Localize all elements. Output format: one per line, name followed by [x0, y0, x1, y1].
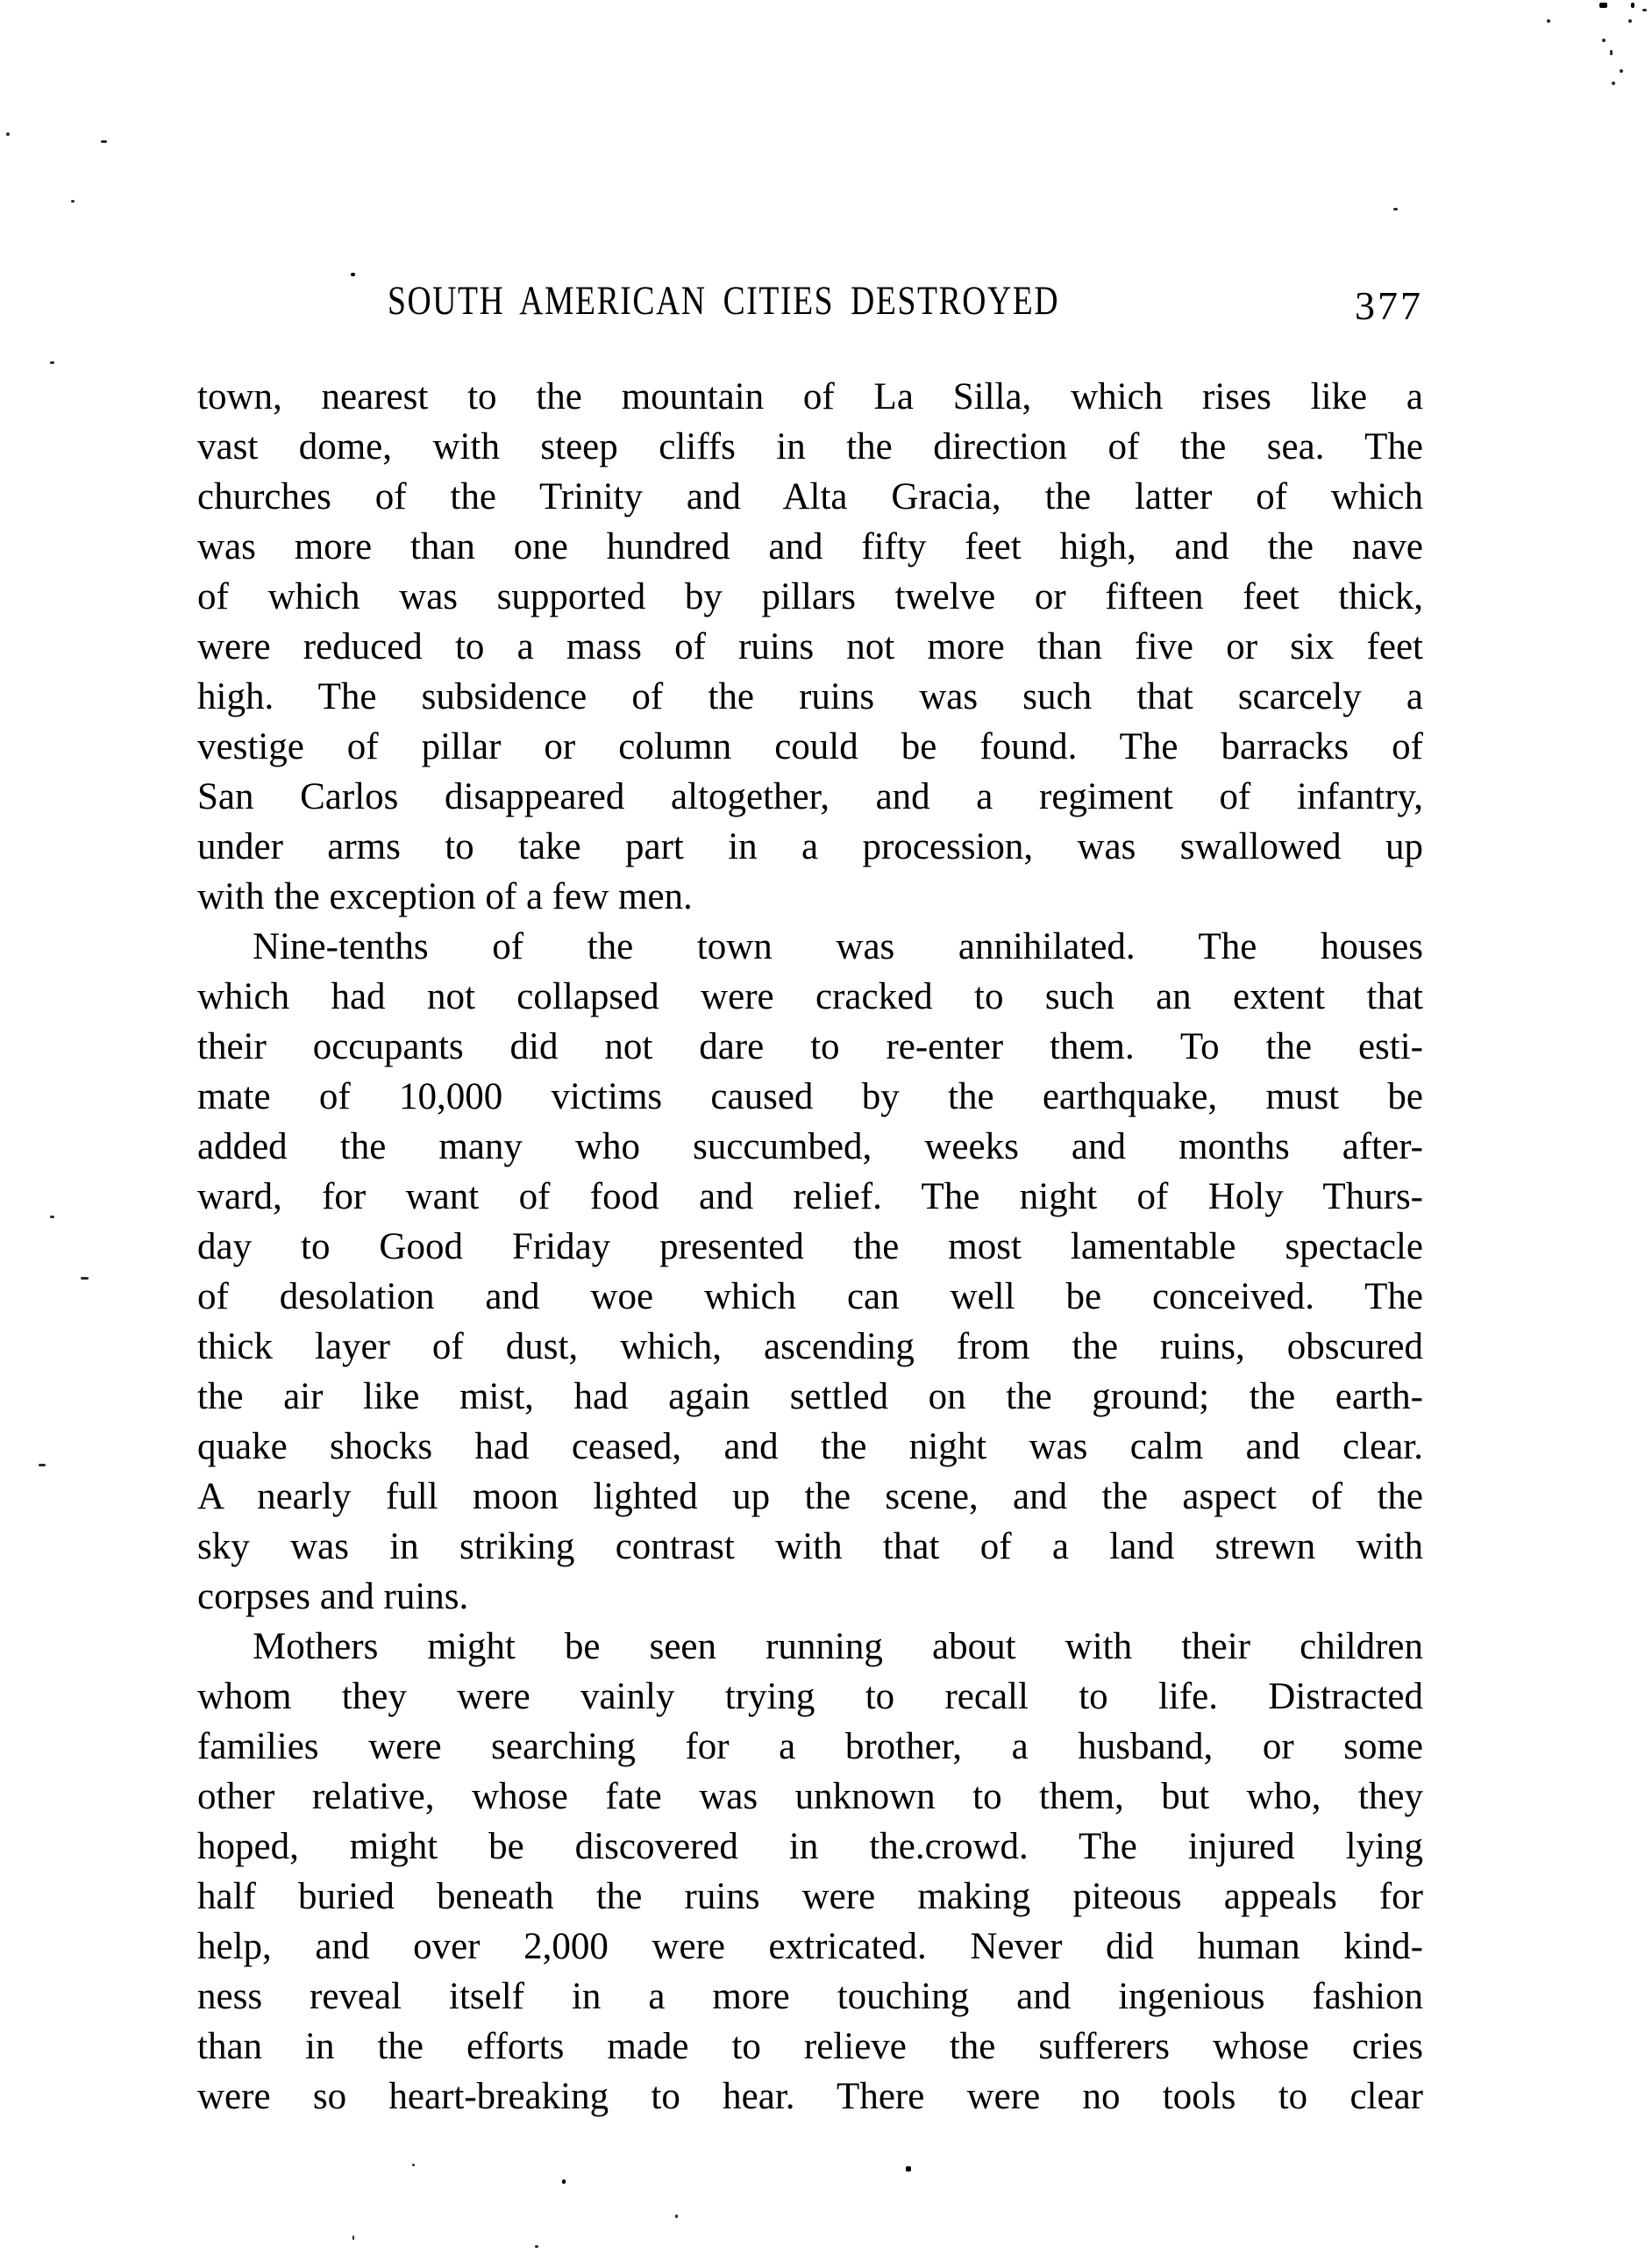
scan-speck: [50, 361, 54, 364]
paragraph: [197, 1622, 1423, 2122]
text-line: high. The subsidence of the ruins was such that scarcely a: [197, 676, 1423, 717]
text-line: thick layer of dust, which, ascending from the ruins, obscured: [197, 1326, 1423, 1367]
text-line: quake shocks had ceased, and the night was calm and clear.: [197, 1426, 1423, 1467]
scan-speck: [535, 2245, 538, 2248]
scan-speck: [39, 1464, 46, 1466]
text-line: which had not collapsed were cracked to such an extent that: [197, 976, 1423, 1017]
text-line: Nine-tenths of the town was annihilated. The houses: [253, 926, 1423, 967]
scan-speck: [906, 2166, 911, 2172]
text-line: ward, for want of food and relief. The night of Holy Thurs-: [197, 1176, 1423, 1217]
text-line: San Carlos disappeared altogether, and a regiment of infantry,: [197, 776, 1423, 817]
text-line: town, nearest to the mountain of La Silla, which rises like a: [197, 376, 1423, 417]
paragraph: [197, 922, 1423, 1622]
text-line: of desolation and woe which can well be conceived. The: [197, 1276, 1423, 1317]
scan-speck: [1393, 208, 1398, 210]
text-line: families were searching for a brother, a husband, or some: [197, 1726, 1423, 1767]
scan-speck: [1620, 69, 1623, 73]
text-line: vestige of pillar or column could be found. The barracks of: [197, 726, 1423, 767]
scan-speck: [101, 140, 107, 143]
text-line: under arms to take part in a procession, was swallowed up: [197, 826, 1423, 867]
scan-speck: [562, 2179, 566, 2184]
text-line: Mothers might be seen running about with their children: [253, 1626, 1423, 1667]
text-line: churches of the Trinity and Alta Gracia, the latter of which: [197, 476, 1423, 517]
text-line: their occupants did not dare to re-enter them. To the esti-: [197, 1026, 1423, 1067]
scan-speck: [352, 2236, 354, 2240]
text-line: vast dome, with steep cliffs in the direction of the sea. The: [197, 426, 1423, 467]
text-line: hoped, might be discovered in the.crowd. The injured lying: [197, 1826, 1423, 1867]
scan-speck: [412, 2164, 415, 2166]
text-line: half buried beneath the ruins were making piteous appeals for: [197, 1876, 1423, 1917]
text-line: with the exception of a few men.: [197, 876, 693, 917]
text-line: of which was supported by pillars twelve or fifteen feet thick,: [197, 576, 1423, 617]
scan-speck: [71, 200, 75, 203]
text-line: added the many who succumbed, weeks and months after-: [197, 1126, 1423, 1167]
text-line: sky was in striking contrast with that of a land strewn with: [197, 1526, 1423, 1567]
text-line: help, and over 2,000 were extricated. Never did human kind-: [197, 1926, 1423, 1967]
scan-speck: [1628, 19, 1632, 23]
scan-speck: [1610, 50, 1613, 55]
scan-speck: [351, 273, 355, 276]
text-line: than in the efforts made to relieve the sufferers whose cries: [197, 2026, 1423, 2067]
paragraph: [197, 372, 1423, 922]
text-line: the air like mist, had again settled on the ground; the earth-: [197, 1376, 1423, 1417]
text-line: were reduced to a mass of ruins not more than five or six feet: [197, 626, 1423, 667]
text-line: whom they were vainly trying to recall to life. Distracted: [197, 1676, 1423, 1717]
text-line: A nearly full moon lighted up the scene, and the aspect of the: [197, 1476, 1423, 1517]
text-line: ness reveal itself in a more touching and ingenious fashion: [197, 1976, 1423, 2017]
scan-speck: [1642, 9, 1647, 11]
text-line: were so heart-breaking to hear. There were no tools to clear: [197, 2076, 1423, 2117]
text-line: day to Good Friday presented the most lamentable spectacle: [197, 1226, 1423, 1267]
scan-speck: [1602, 39, 1606, 42]
scan-speck: [1547, 19, 1550, 23]
text-line: mate of 10,000 victims caused by the earthquake, must be: [197, 1076, 1423, 1117]
scan-speck: [1599, 3, 1607, 8]
scan-speck: [1631, 3, 1634, 8]
scan-speck: [81, 1277, 89, 1280]
running-title: SOUTH AMERICAN CITIES DESTROYED: [388, 278, 1060, 324]
text-line: corpses and ruins.: [197, 1576, 469, 1617]
page-header: [197, 275, 1423, 332]
scan-speck: [1612, 82, 1615, 85]
scan-speck: [6, 132, 10, 136]
text-line: other relative, whose fate was unknown to them, but who, they: [197, 1776, 1423, 1817]
scan-speck: [675, 2215, 678, 2218]
page-number: 377: [1355, 283, 1423, 328]
scan-speck: [50, 1216, 54, 1218]
text-line: was more than one hundred and fifty feet high, and the nave: [197, 526, 1423, 567]
page-body: [197, 372, 1423, 2122]
